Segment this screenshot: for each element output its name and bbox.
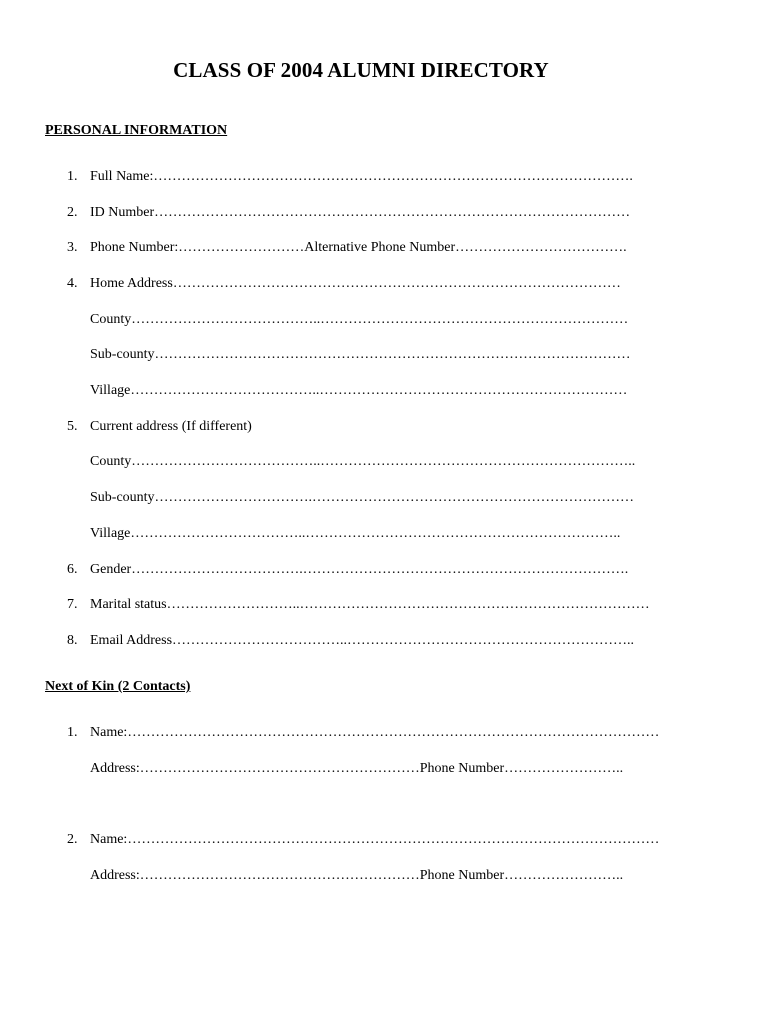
page-title: CLASS OF 2004 ALUMNI DIRECTORY <box>173 58 549 82</box>
line-text: Phone Number:………………………Alternative Phone Number………………………………. <box>90 240 627 255</box>
line-number: 2. <box>67 205 78 220</box>
line-text: Email Address………………………………..…………………………………………………….. <box>90 633 635 648</box>
line-text: County…………………………………..………………………………………………………….. <box>90 454 636 469</box>
line-number: 8. <box>67 633 78 648</box>
line-number: 1. <box>67 725 78 740</box>
line-number: 1. <box>67 169 78 184</box>
line-number: 6. <box>67 562 78 577</box>
next-of-kin-heading: Next of Kin (2 Contacts) <box>45 679 191 694</box>
line-number: 4. <box>67 276 78 291</box>
line-number: 2. <box>67 832 78 847</box>
personal-information-heading: PERSONAL INFORMATION <box>45 123 228 138</box>
line-text: Village………………………………..………………………………………………………….. <box>90 526 621 541</box>
line-number: 5. <box>67 419 78 434</box>
line-text: Home Address…………………………………………………………………………………… <box>90 276 621 291</box>
line-text: Name:…………………………………………………………………………………………………… <box>90 725 660 740</box>
line-text: Name:…………………………………………………………………………………………………… <box>90 832 660 847</box>
line-text: Address:……………………………………………………Phone Number…………………….. <box>90 761 624 776</box>
line-text: Sub-county…………………………….…………………………………………………………… <box>90 490 635 505</box>
line-text: Address:……………………………………………………Phone Number…………………….. <box>90 868 624 883</box>
line-text: Village…………………………………..………………………………………………………… <box>90 383 628 398</box>
line-text: ID Number………………………………………………………………………………………… <box>90 205 631 220</box>
line-text: Gender……………………………….……………………………………………………………. <box>90 562 629 577</box>
line-text: Marital status………………………..………………………………………………………………… <box>90 597 650 612</box>
line-text: Full Name:…………………………………………………………………………………………. <box>90 169 633 184</box>
line-text: County…………………………………..………………………………………………………… <box>90 312 629 327</box>
line-text: Sub-county………………………………………………………………………………………… <box>90 347 631 362</box>
line-number: 3. <box>67 240 78 255</box>
line-text: Current address (If different) <box>90 419 252 434</box>
line-number: 7. <box>67 597 78 612</box>
